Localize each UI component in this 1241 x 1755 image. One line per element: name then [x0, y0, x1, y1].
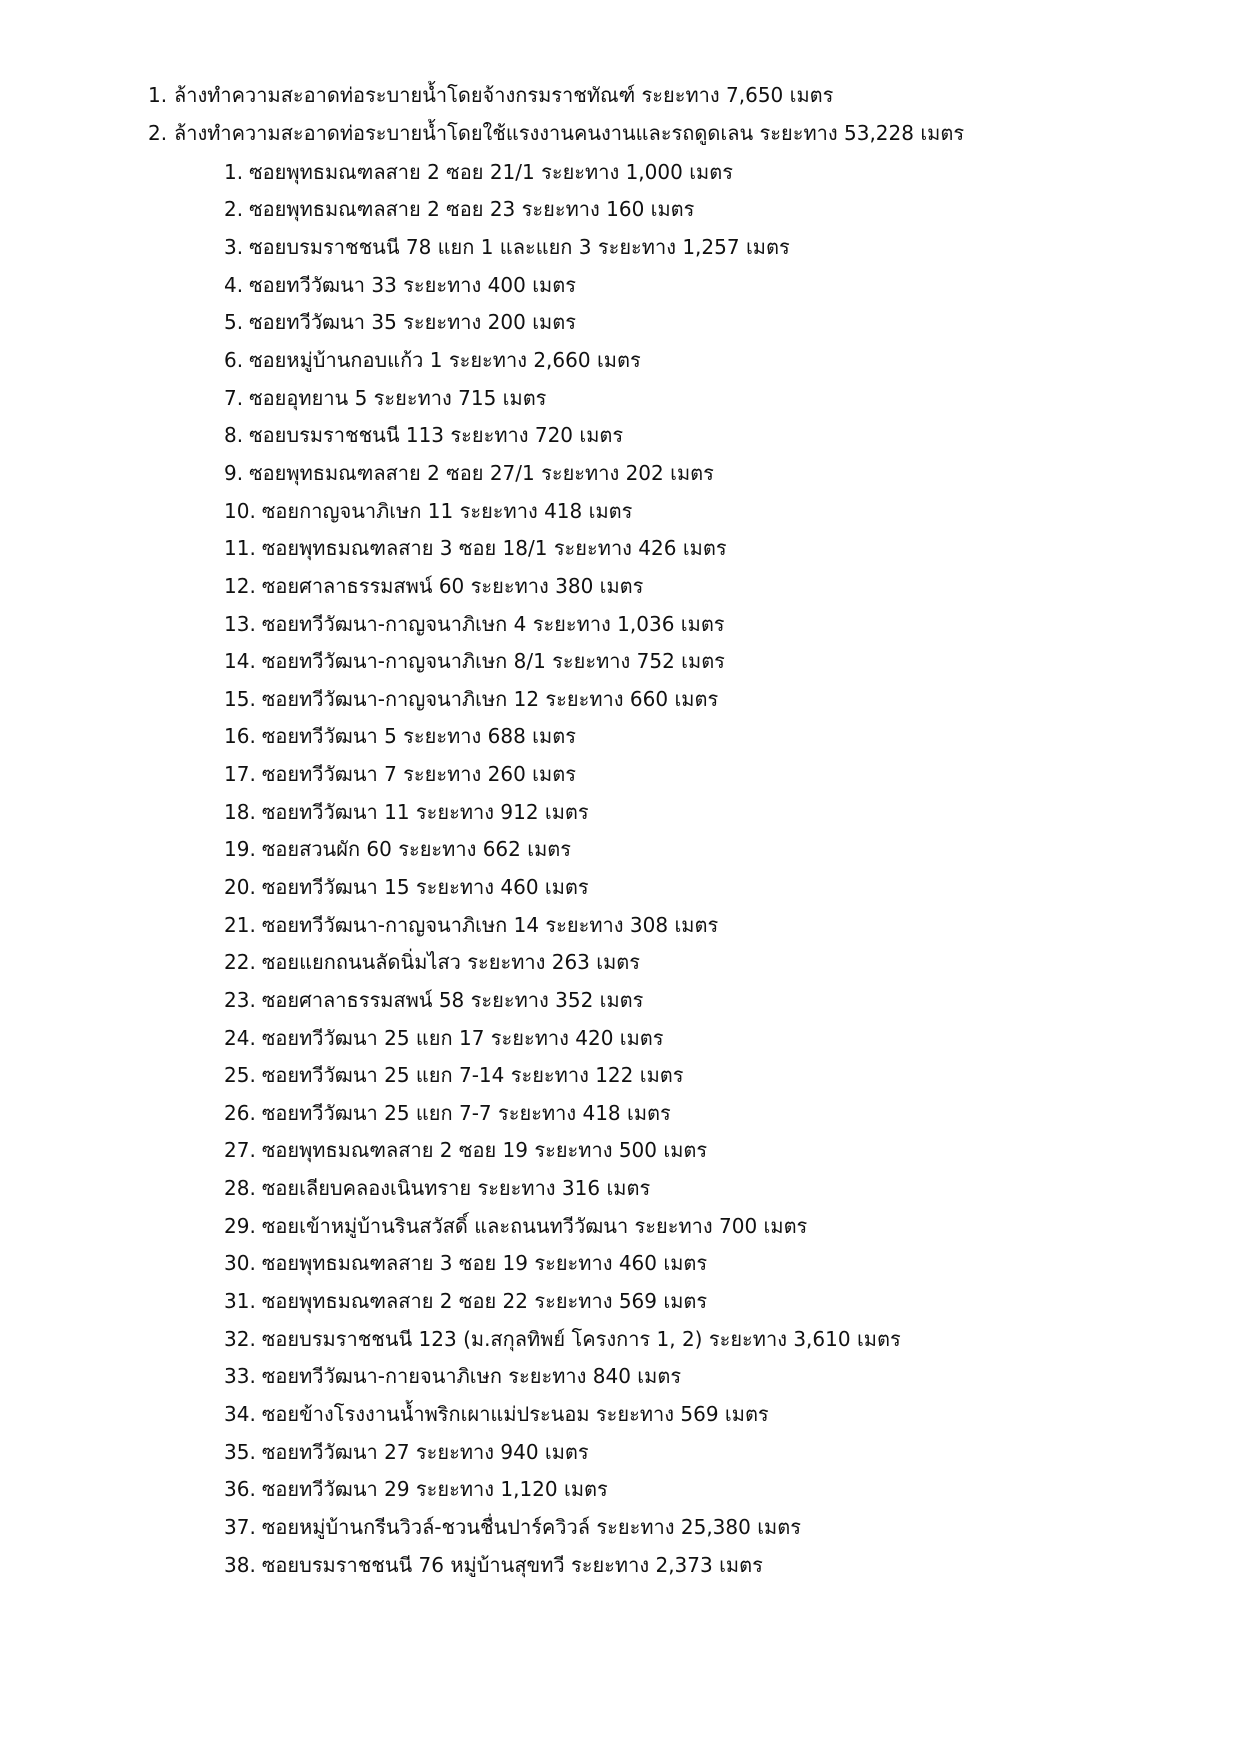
list-item-number: 18.	[224, 799, 256, 824]
list-item	[224, 680, 1204, 718]
list-item	[224, 793, 1204, 831]
list-item-number: 30.	[224, 1251, 256, 1276]
list-item-text: ซอยทวีวัฒนา-กาญจนาภิเษก 12 ระยะทาง 660 เมตร	[261, 686, 719, 711]
list-item	[224, 1019, 1204, 1057]
list-item	[224, 831, 1204, 869]
list-item	[224, 1320, 1204, 1358]
list-item-text: ซอยพุทธมณฑลสาย 3 ซอย 19 ระยะทาง 460 เมตร	[261, 1251, 708, 1276]
list-item-text: ซอยทวีวัฒนา 11 ระยะทาง 912 เมตร	[261, 799, 589, 824]
list-item-text: ซอยบรมราชชนนี 76 หมู่บ้านสุขทวี ระยะทาง 2,373 เมตร	[261, 1552, 763, 1577]
list-item	[224, 1546, 1204, 1584]
list-item-number: 7.	[224, 385, 244, 410]
list-item-number: 2.	[148, 121, 168, 145]
list-item-text: ซอยอุทยาน 5 ระยะทาง 715 เมตร	[249, 385, 547, 410]
list-item	[148, 114, 1208, 152]
list-item-text: ซอยหมู่บ้านกอบแก้ว 1 ระยะทาง 2,660 เมตร	[249, 348, 641, 373]
list-item-text: ซอยหมู่บ้านกรีนวิวล์-ชวนชื่นปาร์ควิวล์ ระยะทาง 25,380 เมตร	[261, 1514, 801, 1539]
list-item	[224, 153, 1204, 191]
list-item-text: ซอยบรมราชชนนี 78 แยก 1 และแยก 3 ระยะทาง 1,257 เมตร	[249, 235, 790, 260]
list-item-number: 11.	[224, 536, 256, 561]
list-item-text: ซอยทวีวัฒนา 5 ระยะทาง 688 เมตร	[261, 724, 576, 749]
list-item	[224, 228, 1204, 266]
list-item-text: ซอยเลียบคลองเนินทราย ระยะทาง 316 เมตร	[261, 1176, 651, 1201]
list-item	[224, 416, 1204, 454]
list-item-number: 5.	[224, 310, 244, 335]
list-item-text: ล้างทำความสะอาดท่อระบายน้ำโดยใช้แรงงานคนงานและรถดูดเลน ระยะทาง 53,228 เมตร	[174, 121, 965, 145]
list-item-number: 27.	[224, 1138, 256, 1163]
list-item-text: ซอยแยกถนนลัดนิ่มไสว ระยะทาง 263 เมตร	[261, 950, 641, 975]
list-item	[224, 454, 1204, 492]
list-item-text: ซอยทวีวัฒนา 27 ระยะทาง 940 เมตร	[261, 1439, 589, 1464]
list-item-text: ซอยพุทธมณฑลสาย 2 ซอย 21/1 ระยะทาง 1,000 เมตร	[249, 159, 733, 184]
list-item-text: ซอยทวีวัฒนา-กาญจนาภิเษก 8/1 ระยะทาง 752 เมตร	[261, 649, 725, 674]
list-item-text: ซอยบรมราชชนนี 123 (ม.สกุลทิพย์ โครงการ 1, 2) ระยะทาง 3,610 เมตร	[261, 1326, 901, 1351]
list-item-text: ซอยพุทธมณฑลสาย 2 ซอย 27/1 ระยะทาง 202 เมตร	[249, 460, 714, 485]
list-item	[224, 642, 1204, 680]
list-item	[224, 1433, 1204, 1471]
list-item	[148, 76, 1208, 114]
road-list	[224, 153, 1204, 1583]
list-item-text: ซอยทวีวัฒนา 33 ระยะทาง 400 เมตร	[249, 272, 576, 297]
list-item-number: 36.	[224, 1477, 256, 1502]
list-item-text: ซอยพุทธมณฑลสาย 2 ซอย 19 ระยะทาง 500 เมตร	[261, 1138, 708, 1163]
list-item	[224, 492, 1204, 530]
list-item	[224, 1395, 1204, 1433]
list-item-number: 31.	[224, 1289, 256, 1314]
list-item-number: 4.	[224, 272, 244, 297]
list-item-text: ซอยทวีวัฒนา 7 ระยะทาง 260 เมตร	[261, 762, 576, 787]
list-item	[224, 1245, 1204, 1283]
list-item-text: ซอยทวีวัฒนา 25 แยก 17 ระยะทาง 420 เมตร	[261, 1025, 664, 1050]
list-item-number: 24.	[224, 1025, 256, 1050]
list-item-number: 20.	[224, 874, 256, 899]
list-item-text: ซอยข้างโรงงานน้ำพริกเผาแม่ประนอม ระยะทาง 569 เมตร	[261, 1401, 769, 1426]
list-item	[224, 1358, 1204, 1396]
list-item-text: ซอยทวีวัฒนา 15 ระยะทาง 460 เมตร	[261, 874, 589, 899]
list-item-number: 12.	[224, 573, 256, 598]
list-item-number: 21.	[224, 912, 256, 937]
list-item-number: 8.	[224, 423, 244, 448]
list-item-text: ซอยทวีวัฒนา 25 แยก 7-7 ระยะทาง 418 เมตร	[261, 1100, 671, 1125]
list-item	[224, 266, 1204, 304]
list-item-text: ล้างทำความสะอาดท่อระบายน้ำโดยจ้างกรมราชทัณฑ์ ระยะทาง 7,650 เมตร	[174, 83, 834, 107]
list-item-text: ซอยพุทธมณฑลสาย 2 ซอย 22 ระยะทาง 569 เมตร	[261, 1289, 708, 1314]
list-item-number: 6.	[224, 348, 244, 373]
list-item-text: ซอยสวนผัก 60 ระยะทาง 662 เมตร	[261, 837, 571, 862]
list-item	[224, 755, 1204, 793]
list-item-text: ซอยบรมราชชนนี 113 ระยะทาง 720 เมตร	[249, 423, 624, 448]
list-item	[224, 1056, 1204, 1094]
list-item-text: ซอยทวีวัฒนา-กาญจนาภิเษก 4 ระยะทาง 1,036 เมตร	[261, 611, 725, 636]
list-item	[224, 605, 1204, 643]
list-item	[224, 906, 1204, 944]
list-item	[224, 1094, 1204, 1132]
list-item	[224, 1169, 1204, 1207]
list-item-text: ซอยทวีวัฒนา-กาญจนาภิเษก 14 ระยะทาง 308 เมตร	[261, 912, 719, 937]
list-item-number: 13.	[224, 611, 256, 636]
list-item	[224, 718, 1204, 756]
list-item-text: ซอยเข้าหมู่บ้านรินสวัสดิ์ และถนนทวีวัฒนา ระยะทาง 700 เมตร	[261, 1213, 808, 1238]
list-item-text: ซอยกาญจนาภิเษก 11 ระยะทาง 418 เมตร	[261, 498, 633, 523]
list-item-number: 23.	[224, 987, 256, 1012]
list-item-text: ซอยพุทธมณฑลสาย 2 ซอย 23 ระยะทาง 160 เมตร	[249, 197, 695, 222]
list-item-number: 19.	[224, 837, 256, 862]
list-item-text: ซอยทวีวัฒนา 25 แยก 7-14 ระยะทาง 122 เมตร	[261, 1063, 684, 1088]
list-item-text: ซอยพุทธมณฑลสาย 3 ซอย 18/1 ระยะทาง 426 เมตร	[261, 536, 727, 561]
list-item-number: 9.	[224, 460, 244, 485]
list-item-number: 34.	[224, 1401, 256, 1426]
list-item	[224, 567, 1204, 605]
list-item-number: 25.	[224, 1063, 256, 1088]
list-item-number: 37.	[224, 1514, 256, 1539]
list-item	[224, 943, 1204, 981]
top-level-list	[148, 76, 1208, 152]
list-item-number: 33.	[224, 1364, 256, 1389]
list-item-number: 32.	[224, 1326, 256, 1351]
list-item-number: 15.	[224, 686, 256, 711]
list-item-number: 2.	[224, 197, 244, 222]
list-item	[224, 304, 1204, 342]
list-item-number: 17.	[224, 762, 256, 787]
list-item-text: ซอยทวีวัฒนา-กายจนาภิเษก ระยะทาง 840 เมตร	[261, 1364, 682, 1389]
list-item	[224, 1470, 1204, 1508]
list-item-number: 28.	[224, 1176, 256, 1201]
list-item	[224, 191, 1204, 229]
list-item-number: 14.	[224, 649, 256, 674]
list-item-number: 10.	[224, 498, 256, 523]
list-item	[224, 529, 1204, 567]
list-item-number: 1.	[148, 83, 168, 107]
list-item-number: 3.	[224, 235, 244, 260]
list-item-number: 38.	[224, 1552, 256, 1577]
list-item	[224, 1508, 1204, 1546]
list-item-number: 35.	[224, 1439, 256, 1464]
list-item-text: ซอยศาลาธรรมสพน์ 58 ระยะทาง 352 เมตร	[261, 987, 644, 1012]
list-item-text: ซอยทวีวัฒนา 35 ระยะทาง 200 เมตร	[249, 310, 576, 335]
list-item	[224, 341, 1204, 379]
list-item-number: 16.	[224, 724, 256, 749]
list-item	[224, 868, 1204, 906]
list-item-text: ซอยทวีวัฒนา 29 ระยะทาง 1,120 เมตร	[261, 1477, 608, 1502]
list-item	[224, 1132, 1204, 1170]
list-item-text: ซอยศาลาธรรมสพน์ 60 ระยะทาง 380 เมตร	[261, 573, 644, 598]
list-item	[224, 1282, 1204, 1320]
list-item-number: 1.	[224, 159, 244, 184]
list-item	[224, 379, 1204, 417]
list-item	[224, 981, 1204, 1019]
list-item-number: 22.	[224, 950, 256, 975]
list-item-number: 29.	[224, 1213, 256, 1238]
list-item	[224, 1207, 1204, 1245]
list-item-number: 26.	[224, 1100, 256, 1125]
